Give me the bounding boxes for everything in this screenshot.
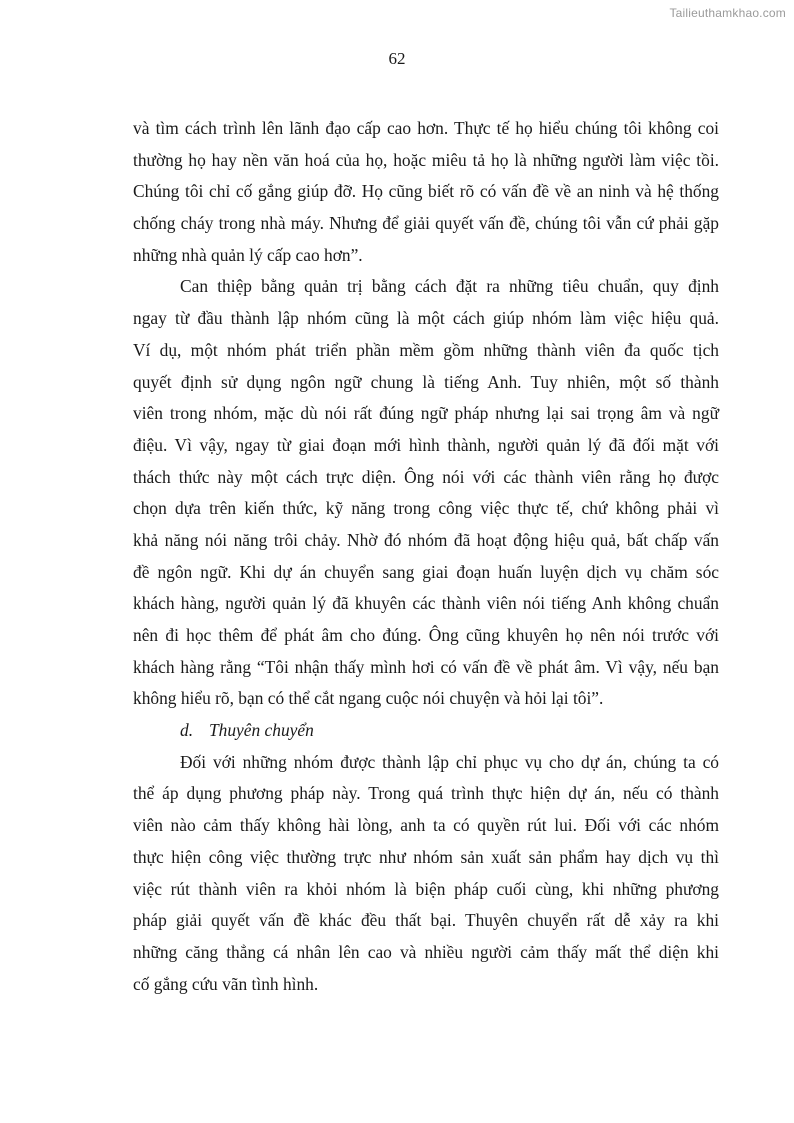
paragraph-line: Can thiệp bằng quản trị bằng cách đặt ra những tiêu chuẩn, quy định (180, 276, 719, 297)
paragraph-line: thách thức này một cách trực diện. Ông nói với các thành viên rằng họ được (133, 466, 719, 487)
paragraph-2 (133, 271, 719, 715)
paragraph-line: điệu. Vì vậy, ngay từ giai đoạn mới hình thành, người quản lý đã đối mặt với (133, 434, 719, 455)
paragraph-line: khách hàng rằng “Tôi nhận thấy mình hơi có vấn đề về phát âm. Vì vậy, nếu bạn (133, 656, 719, 677)
paragraph-line: Ví dụ, một nhóm phát triển phần mềm gồm những thành viên đa quốc tịch (133, 339, 719, 360)
paragraph-line: những căng thẳng cá nhân lên cao và nhiều người cảm thấy mất thể diện khi (133, 941, 719, 962)
document-body (133, 113, 719, 1000)
paragraph-3 (133, 747, 719, 1001)
paragraph-line: chống cháy trong nhà máy. Nhưng để giải quyết vấn đề, chúng tôi vẫn cứ phải gặp (133, 213, 719, 234)
paragraph-line: cố gắng cứu vãn tình hình. (133, 973, 319, 994)
paragraph-line: không hiểu rõ, bạn có thể cắt ngang cuộc nói chuyện và hỏi lại tôi”. (133, 688, 604, 709)
section-heading (133, 715, 719, 747)
paragraph-line: viên trong nhóm, mặc dù nói rất đúng ngữ pháp nhưng lại sai trọng âm và ngữ (133, 403, 719, 424)
paragraph-line: thể áp dụng phương pháp này. Trong quá trình thực hiện dự án, nếu có thành (133, 783, 719, 804)
paragraph-line: Đối với những nhóm được thành lập chỉ phục vụ cho dự án, chúng ta có (180, 751, 719, 772)
paragraph-line: quyết định sử dụng ngôn ngữ chung là tiếng Anh. Tuy nhiên, một số thành (133, 371, 719, 392)
section-heading-letter: d. (180, 720, 194, 741)
paragraph-line: ngay từ đầu thành lập nhóm cũng là một cách giúp nhóm làm việc hiệu quả. (133, 308, 719, 329)
paragraph-line: Chúng tôi chỉ cố gắng giúp đỡ. Họ cũng biết rõ có vấn đề về an ninh và hệ thống (133, 181, 719, 202)
paragraph-line: những nhà quản lý cấp cao hơn”. (133, 244, 363, 265)
paragraph-line: khách hàng, người quản lý đã khuyên các thành viên nói tiếng Anh không chuẩn (133, 593, 719, 614)
page-number: 62 (388, 49, 406, 68)
paragraph-1 (133, 113, 719, 271)
paragraph-line: khả năng nói năng trôi chảy. Nhờ đó nhóm đã hoạt động hiệu quả, bất chấp vấn (133, 529, 719, 550)
paragraph-line: và tìm cách trình lên lãnh đạo cấp cao hơn. Thực tế họ hiểu chúng tôi không coi (133, 118, 719, 138)
paragraph-line: đề ngôn ngữ. Khi dự án chuyển sang giai đoạn huấn luyện dịch vụ chăm sóc (133, 561, 719, 582)
paragraph-line: việc rút thành viên ra khỏi nhóm là biện pháp cuối cùng, khi những phương (133, 878, 719, 899)
paragraph-line: viên nào cảm thấy không hài lòng, anh ta có quyền rút lui. Đối với các nhóm (133, 815, 719, 836)
paragraph-line: thực hiện công việc thường trực như nhóm sản xuất sản phẩm hay dịch vụ thì (133, 846, 719, 867)
paragraph-line: thường họ hay nền văn hoá của họ, hoặc miêu tả họ là những người làm việc tồi. (133, 149, 719, 170)
section-heading-title: Thuyên chuyển (209, 720, 314, 741)
paragraph-line: pháp giải quyết vấn đề khác đều thất bại. Thuyên chuyển rất dễ xảy ra khi (133, 910, 719, 931)
paragraph-line: chọn dựa trên kiến thức, kỹ năng trong công việc thực tế, chứ không phải vì (133, 498, 719, 519)
paragraph-line: nên đi học thêm để phát âm cho đúng. Ông cũng khuyên họ nên nói trước với (133, 625, 719, 645)
watermark-text: Tailieuthamkhao.com (669, 6, 786, 20)
